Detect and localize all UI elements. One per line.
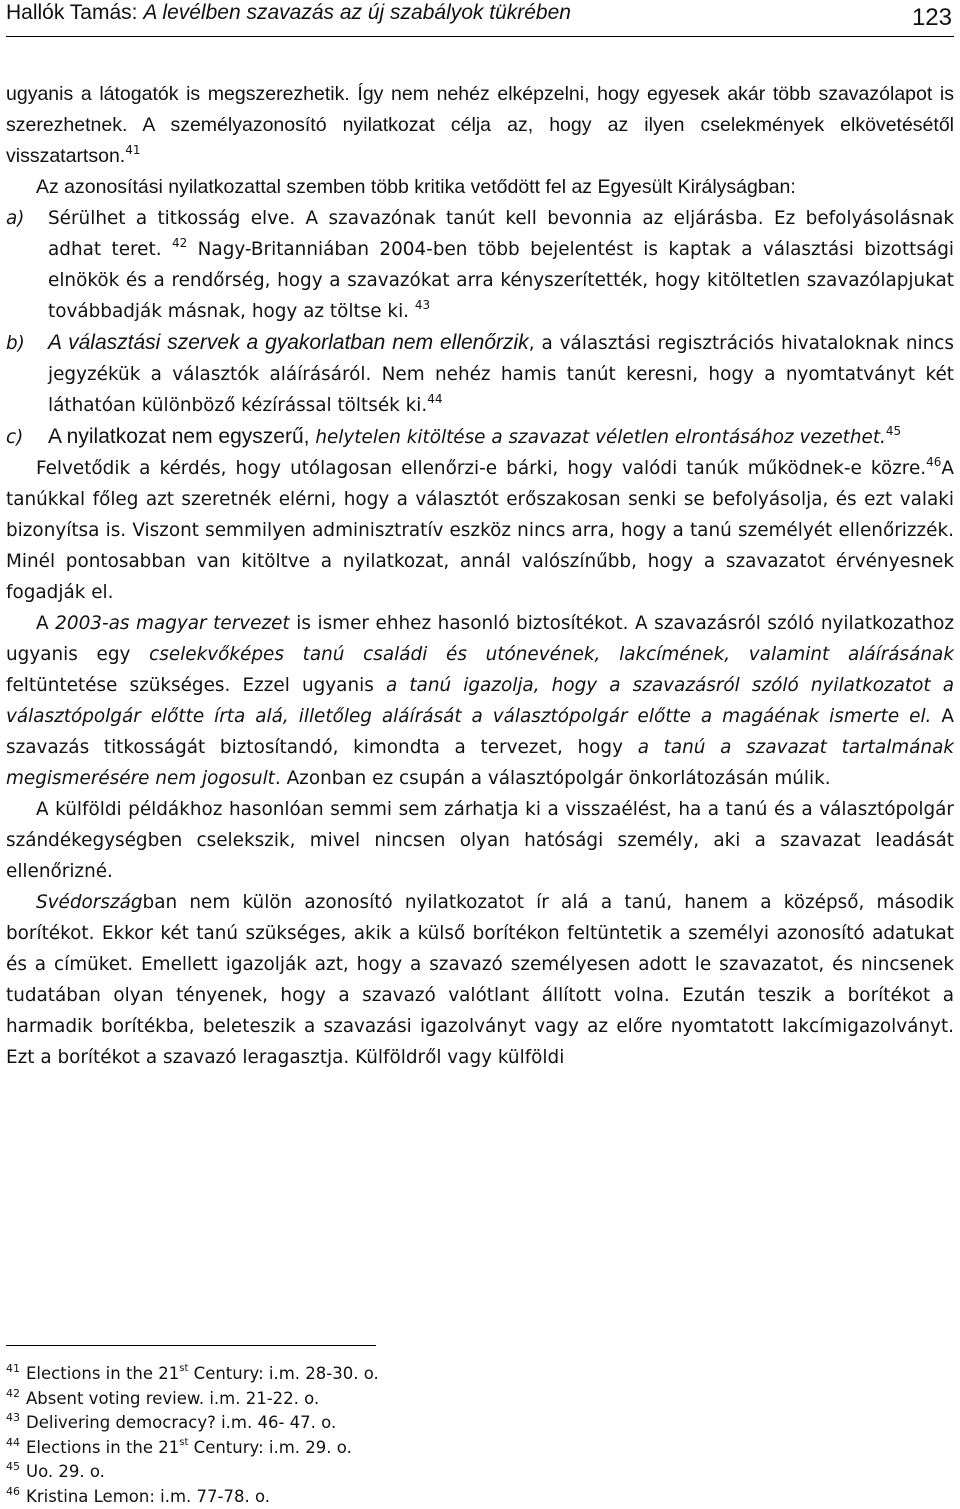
list-item-b-text: , a választási regisztrációs hivataloknak nincs jegyzékük a választók aláírásáról. Nem nehéz hamis tanút keresni, hogy a nyomtatványt két láthatóan különböző kézírással töltsék ki. <box>48 333 954 416</box>
footnote-text: Absent voting review. i.m. 21-22. o. <box>26 1388 320 1408</box>
paragraph-4 <box>6 608 954 794</box>
paragraph-6-emphasis: Svédország <box>36 892 143 913</box>
footnote-number: 45 <box>6 1460 20 1473</box>
paragraph-4-text-2: is ismer ehhez hasonló biztosítékot. A szavazásról szóló nyilatkozathoz ugyanis egy <box>6 613 954 665</box>
footnote-ref-41: 41 <box>125 143 141 157</box>
footnote <box>6 1436 806 1461</box>
list-item-a <box>6 203 954 327</box>
footnote-ref-44: 44 <box>427 392 443 406</box>
paragraph-2-text: Az azonosítási nyilatkozattal szemben több kritika vetődött fel az Egyesült Királyságban: <box>36 176 796 198</box>
footnote-number: 43 <box>6 1411 20 1424</box>
list-item-b <box>6 327 954 421</box>
list-item-a-text-2: Nagy-Britanniában 2004-ben több bejelentést is kaptak a választási bizottsági elnökök és a rendőrség, hogy a szavazókat arra kényszerítették, hogy kitöltetlen szavazólapjukat továbbadják másnak, hogy az töltse ki. <box>48 239 954 322</box>
footnote-number: 44 <box>6 1435 20 1449</box>
footnote <box>6 1460 806 1485</box>
header-title-line <box>6 1 571 25</box>
footnote-text: Uo. 29. o. <box>26 1462 105 1481</box>
footnote-number: 42 <box>6 1386 20 1400</box>
header-title: A levélben szavazás az új szabályok tükrében <box>143 1 571 24</box>
paragraph-4-emphasis-1: 2003-as magyar tervezet <box>55 613 290 634</box>
paragraph-3-text-2: A tanúkkal főleg azt szeretnék elérni, hogy a választót erőszakosan senki se befolyásolja, és ezt valaki bizonyítsa is. Viszont semmilyen adminisztratív eszköz nincs arra, hogy a tanú személyét ellenőrizzék. Minél pontosabban van kitöltve a nyilatkozat, annál valószínűbb, hogy a szavazatot érvényesnek fogadják el. <box>6 458 954 603</box>
page-number: 123 <box>911 4 952 31</box>
paragraph-5 <box>6 794 954 887</box>
footnote-number: 46 <box>6 1484 20 1498</box>
paragraph-4-emphasis-4: a tanú a szavazat tartalmának megismerésére nem jogosult <box>6 737 954 789</box>
footnote <box>6 1485 806 1509</box>
footnote-ref-43: 43 <box>414 298 431 312</box>
footnote-text: Delivering democracy? i.m. 46- 47. o. <box>26 1413 337 1432</box>
footnotes <box>6 1362 806 1509</box>
paragraph-4-emphasis-2: cselekvőképes tanú családi és utónevének, lakcímének, valamint aláírásának <box>149 644 954 665</box>
paragraph-3-text-1: Felvetődik a kérdés, hogy utólagosan ellenőrzi-e bárki, hogy valódi tanúk működnek-e közre. <box>36 458 927 479</box>
list-label-a: a) <box>6 208 25 229</box>
running-header <box>6 0 954 37</box>
list-item-c-text: A nyilatkozat nem egyszerű, <box>48 425 310 448</box>
paragraph-2 <box>6 172 954 203</box>
paragraph-1-text: ugyanis a látogatók is megszerezhetik. Így nem nehéz elképzelni, hogy egyesek akár több szavazólapot is szerezhetnek. A személyazonosító nyilatkozat célja az, hogy az ilyen cselekmények elkövetésétől visszatartson. <box>6 83 954 167</box>
paragraph-1 <box>6 79 954 172</box>
list-item-c-emphasis: helytelen kitöltése a szavazat véletlen elrontásához vezethet. <box>315 427 886 448</box>
paragraph-4-text-1: A <box>36 613 49 634</box>
footnote-ref-46: 46 <box>926 455 942 469</box>
footnote-text-end: Century: i.m. 29. o. <box>188 1437 352 1457</box>
header-author: Hallók Tamás: <box>6 1 138 24</box>
list-item-c <box>6 421 954 453</box>
paragraph-6 <box>6 887 954 1073</box>
paragraph-4-text-4: A szavazás titkosságát biztosítandó, kimondta a tervezet, hogy <box>6 706 954 758</box>
footnote-separator <box>6 1345 376 1346</box>
paragraph-4-emphasis-3: a tanú igazolja, hogy a szavazásról szóló nyilatkozatot a választópolgár előtte írta alá, illetőleg aláírását a választópolgár előtte a magáénak ismerte el. <box>6 675 955 727</box>
footnote-superscript: st <box>179 1363 189 1374</box>
list-label-b: b) <box>6 333 25 354</box>
footnote <box>6 1362 806 1387</box>
paragraph-6-text: ban nem külön azonosító nyilatkozatot ír alá a tanú, hanem a középső, második borítékot. Ekkor két tanú szükséges, akik a külső borítékon feltüntetik a személyi azonosító adatukat és a címüket. Emellett igazolják azt, hogy a szavazó személyesen adott le szavazatot, és nincsenek tudatában olyan tényenek, hogy a szavazó valótlant állított volna. Ezután teszik a borítékot a harmadik borítékba, beleteszik a szavazási igazolványt vagy az előre nyomtatott lakcímigazolványt. Ezt a borítékot a szavazó leragasztja. Külföldről vagy külföldi <box>6 892 954 1068</box>
footnote-superscript: st <box>179 1436 189 1448</box>
footnote-ref-45: 45 <box>885 424 902 438</box>
footnote-text: Elections in the 21 <box>26 1437 180 1457</box>
footnote <box>6 1387 806 1412</box>
paragraph-4-text-3: feltüntetése szükséges. Ezzel ugyanis <box>6 675 374 696</box>
list-label-c: c) <box>6 427 24 448</box>
page-body <box>6 79 954 1073</box>
list-item-b-emphasis: A választási szervek a gyakorlatban nem ellenőrzik <box>48 331 529 354</box>
footnote-text: Kristina Lemon: i.m. 77-78. o. <box>26 1486 271 1506</box>
footnote-text: Elections in the 21 <box>26 1364 180 1383</box>
footnote-text-end: Century: i.m. 28-30. o. <box>188 1364 379 1383</box>
paragraph-4-text-5: . Azonban ez csupán a választópolgár önkorlátozásán múlik. <box>274 768 831 789</box>
footnote <box>6 1411 806 1436</box>
list-item-a-text-1: Sérülhet a titkosság elve. A szavazónak tanút kell bevonnia az eljárásba. Ez befolyásolásnak adhat teret. <box>48 208 954 260</box>
footnote-number: 41 <box>6 1362 20 1375</box>
footnote-ref-42: 42 <box>171 236 188 250</box>
paragraph-5-text: A külföldi példákhoz hasonlóan semmi sem zárhatja ki a visszaélést, ha a tanú és a választópolgár szándékegységben cselekszik, mivel nincsen olyan hatósági személy, aki a szavazat leadását ellenőrizné. <box>6 799 954 882</box>
paragraph-3 <box>6 453 954 608</box>
